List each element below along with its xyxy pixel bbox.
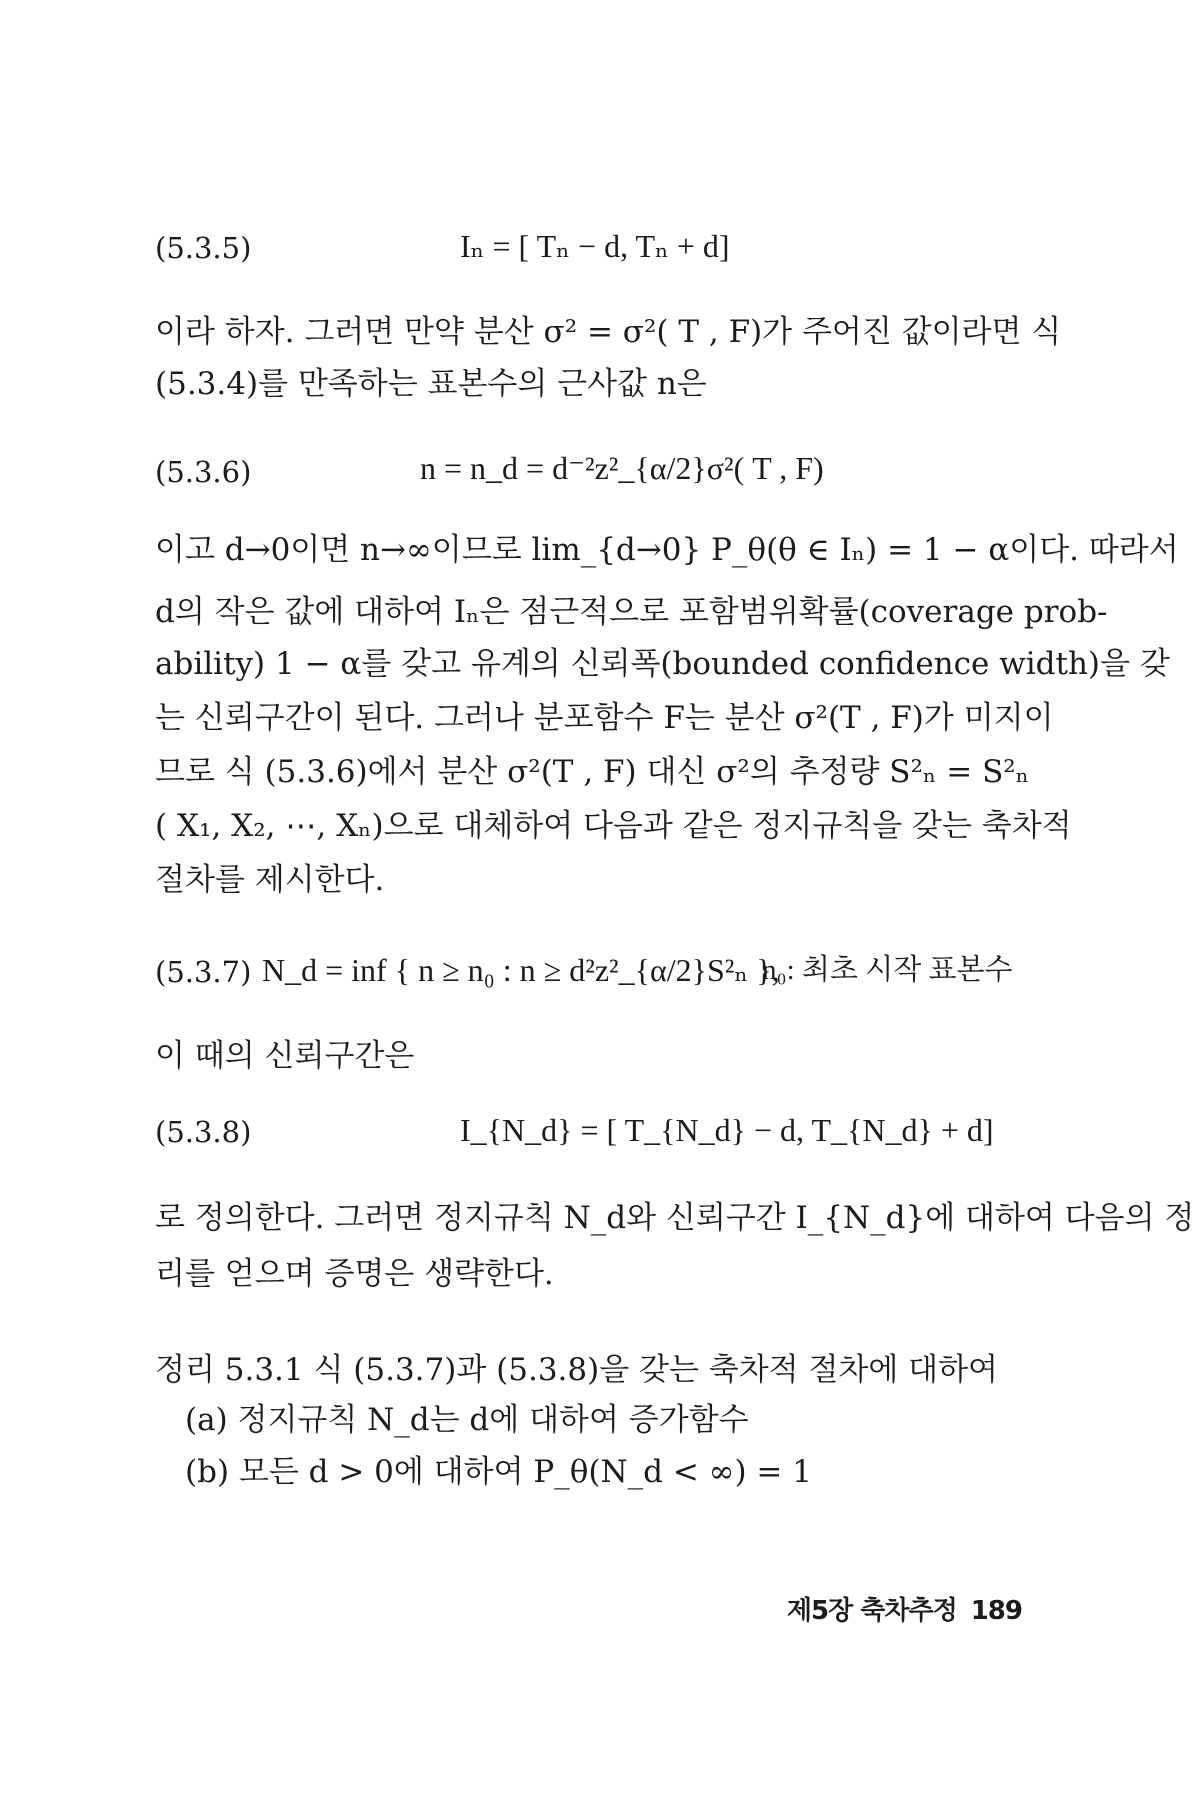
equation-535: Iₙ = [ Tₙ − d, Tₙ + d]: [460, 228, 730, 264]
equation-number-537: (5.3.7): [155, 955, 252, 989]
paragraph-4-line-2: 리를 얻으며 증명은 생략한다.: [155, 1256, 554, 1292]
paragraph-2-line-3: ability) 1 − α를 갖고 유계의 신뢰폭(bounded confidence width)을 갖: [155, 646, 1170, 682]
chapter-label: 제5장 축차추정: [786, 1596, 957, 1626]
equation-number-536: (5.3.6): [155, 455, 252, 489]
equation-536: n = n_d = d⁻²z²_{α/2}σ²( T , F): [420, 450, 824, 486]
paragraph-2-line-4: 는 신뢰구간이 된다. 그러나 분포함수 F는 분산 σ²(T , F)가 미지이: [155, 700, 1054, 736]
equation-537: N_d = inf { n ≥ n₀ : n ≥ d²z²_{α/2}S²ₙ },: [262, 952, 780, 988]
paragraph-2-line-2: d의 작은 값에 대하여 Iₙ은 점근적으로 포함범위확률(coverage prob-: [155, 594, 1108, 630]
paragraph-3-line-1: 이 때의 신뢰구간은: [155, 1038, 415, 1074]
theorem-item-b: (b) 모든 d > 0에 대하여 P_θ(N_d < ∞) = 1: [185, 1454, 812, 1490]
equation-537-note: n₀: 최초 시작 표본수: [762, 954, 1013, 986]
paragraph-2-line-7: 절차를 제시한다.: [155, 862, 385, 898]
paragraph-1-line-2: (5.3.4)를 만족하는 표본수의 근사값 n은: [155, 366, 707, 402]
paragraph-4-line-1: 로 정의한다. 그러면 정지규칙 N_d와 신뢰구간 I_{N_d}에 대하여 다음의 정: [155, 1200, 1195, 1236]
paragraph-2-line-6: ( X₁, X₂, ⋯, Xₙ)으로 대체하여 다음과 같은 정지규칙을 갖는 축차적: [155, 808, 1072, 844]
equation-number-538: (5.3.8): [155, 1115, 252, 1149]
page-number: 189: [970, 1596, 1022, 1626]
paragraph-2-line-1: 이고 d→0이면 n→∞이므로 lim_{d→0} P_θ(θ ∈ Iₙ) = 1 − α이다. 따라서: [155, 532, 1179, 568]
equation-number-535: (5.3.5): [155, 231, 252, 265]
paragraph-2-line-5: 므로 식 (5.3.6)에서 분산 σ²(T , F) 대신 σ²의 추정량 S²ₙ = S²ₙ: [155, 754, 1030, 790]
paragraph-1-line-1: 이라 하자. 그러면 만약 분산 σ² = σ²( T , F)가 주어진 값이라면 식: [155, 314, 1062, 350]
theorem-title: 정리 5.3.1 식 (5.3.7)과 (5.3.8)을 갖는 축차적 절차에 대하여: [155, 1352, 998, 1388]
theorem-item-a: (a) 정지규칙 N_d는 d에 대하여 증가함수: [185, 1402, 749, 1438]
equation-538: I_{N_d} = [ T_{N_d} − d, T_{N_d} + d]: [460, 1112, 994, 1148]
page-footer: [787, 1590, 1022, 1627]
